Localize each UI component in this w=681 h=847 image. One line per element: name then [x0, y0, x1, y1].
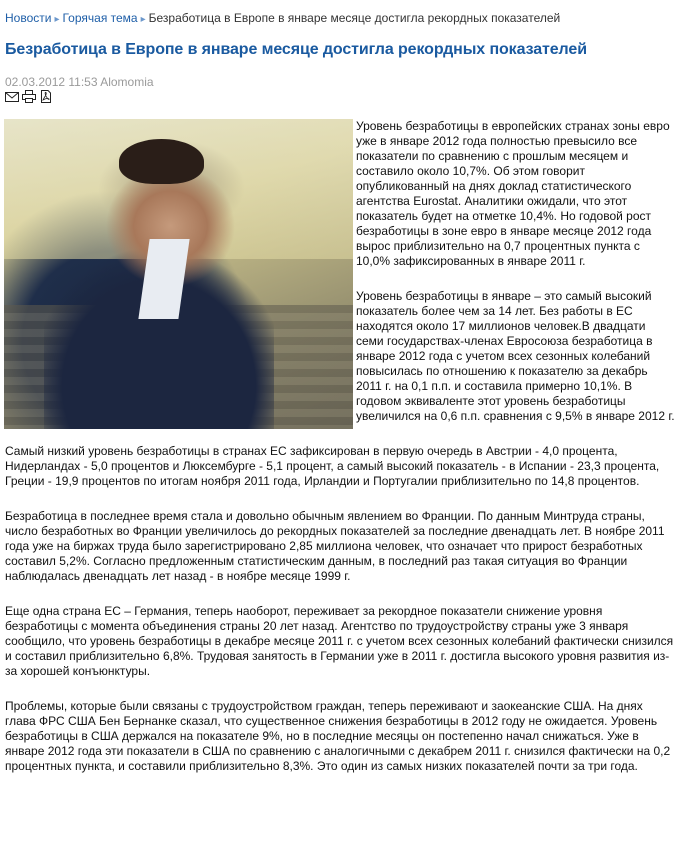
breadcrumb: [5, 11, 560, 25]
article-paragraph: Уровень безработицы в европейских странах зоны евро уже в январе 2012 года полностью превысило все показатели по сравнению с прошлым месяцем и составило около 10,7%. Об этом говорит опубликованный на днях доклад статистического агентства Eurostat. Аналитики ожидали, что этот показатель будет на отметке 10,4%. Но годовой рост безработицы в зоне евро в январе месяце 2012 года вырос приблизительно на 0,7 процентных пункта с 10,0% зафиксированных в январе 2011 г.: [356, 119, 670, 268]
article-paragraph: Еще одна страна ЕС – Германия, теперь наоборот, переживает за рекордное показатели снижение уровня безработицы с момента объединения страны 20 лет назад. Агентство по трудоустройству страны уже 3 января сообщило, что уровень безработицы в декабре месяце 2011 г. с учетом всех сезонных колебаний фактически снизился и составил приблизительно 6,8%. Трудовая занятость в Германии уже в 2011 г. достигла высокого уровня развития из-за хорошей конъюнктуры.: [5, 604, 674, 678]
breadcrumb-link-hot-topic[interactable]: Горячая тема: [62, 11, 138, 25]
article-tools: [5, 90, 53, 103]
article-paragraph: Самый низкий уровень безработицы в странах ЕС зафиксирован в первую очередь в Австрии - 4,0 процента, Нидерландах - 5,0 процентов и Люксембурге - 5,1 процент, а самый высокий показатель - в Испании - 23,3 процента, Греции - 19,9 процентов по итогам ноября 2011 года, Ирландии и Португалии приблизительно по 14,8 процентов.: [5, 444, 660, 488]
breadcrumb-separator-icon: ▸: [54, 14, 60, 25]
printer-icon[interactable]: [22, 90, 36, 103]
envelope-icon[interactable]: [5, 90, 19, 103]
article-paragraph: Уровень безработицы в январе – это самый высокий показатель более чем за 14 лет. Без работы в ЕС находятся около 17 миллионов человек.В двадцати семи государствах-членах Евросоюза безработица в январе 2012 года с учетом всех сезонных колебаний повысилась по отношению к показателю за декабрь 2011 г. на 0,1 п.п. и составила примерно 10,1%. В годовом эквиваленте этот уровень безработицы увеличился на 0,6 п.п. сравнения с 9,5% в январе 2012 г.: [356, 289, 675, 423]
article-meta: 02.03.2012 11:53 Alomomia: [5, 75, 154, 89]
breadcrumb-current: Безработица в Европе в январе месяце достигла рекордных показателей: [148, 11, 561, 25]
pdf-icon[interactable]: [39, 90, 53, 103]
article-body: [5, 119, 676, 794]
article-paragraph: Проблемы, которые были связаны с трудоустройством граждан, теперь переживают и заокеанские США. На днях глава ФРС США Бен Бернанке сказал, что существенное снижения безработицы в 2012 году не ожидается. Уровень безработицы в США держался на показателе 9%, но в последние месяцы он постепенно начал снижаться. Уже в январе 2012 года эти показатели в США по сравнению с аналогичными с декабрем 2011 г. снизился фактически на 0,2 процентных пункта, и составили приблизительно 8,3%. Это один из самых низких показателей почти за три года.: [5, 699, 671, 773]
breadcrumb-separator-icon: ▸: [140, 14, 146, 25]
breadcrumb-link-news[interactable]: Новости: [5, 11, 52, 25]
page-title: Безработица в Европе в январе месяце достигла рекордных показателей: [5, 41, 587, 58]
article-paragraph: Безработица в последнее время стала и довольно обычным явлением во Франции. По данным Минтруда страны, число безработных во Франции увеличилось до рекордных показателей за последние двенадцать лет. В ноябре 2011 года уже на биржах труда было зарегистрировано 2,85 миллиона человек, что означает что прирост безработных составил 5,2%. Согласно предложенным статистическим данным, в последний раз такая ситуация во Франции наблюдалась двенадцать лет назад - в ноябре месяце 1999 г.: [5, 509, 665, 583]
